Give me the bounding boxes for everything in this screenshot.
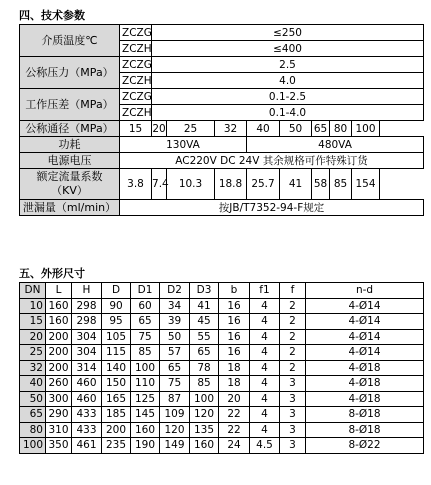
model-code: ZCZH [120, 105, 152, 121]
table-cell: 4-Ø14 [306, 298, 424, 314]
col-header-nd: n-d [306, 283, 424, 299]
dn-cell: 20 [20, 329, 46, 345]
table-cell: 433 [72, 422, 102, 438]
table-cell: 160 [131, 422, 160, 438]
bore-value: 100 [352, 121, 380, 137]
table-cell: 3 [280, 407, 306, 423]
flow-value: 85 [330, 169, 352, 200]
table-cell: 60 [131, 298, 160, 314]
table-cell: 16 [219, 298, 250, 314]
table-cell: 87 [160, 391, 190, 407]
table-cell: 22 [219, 407, 250, 423]
flow-label-line-2: （KV） [51, 184, 88, 197]
bore-value: 50 [280, 121, 312, 137]
dn-cell: 32 [20, 360, 46, 376]
table-row [20, 438, 424, 454]
table-cell: 90 [102, 298, 131, 314]
table-cell: 3 [280, 391, 306, 407]
bore-value: 15 [120, 121, 152, 137]
dn-cell: 50 [20, 391, 46, 407]
table-cell: 4-Ø14 [306, 329, 424, 345]
table-row [20, 360, 424, 376]
bore-value: 65 [312, 121, 330, 137]
table-cell: 200 [46, 360, 72, 376]
table-cell: 120 [160, 422, 190, 438]
table-cell: 125 [131, 391, 160, 407]
table-cell: 100 [190, 391, 219, 407]
table-cell: 4 [250, 360, 280, 376]
table-cell: 8-Ø18 [306, 407, 424, 423]
table-cell: 16 [219, 314, 250, 330]
table-cell: 314 [72, 360, 102, 376]
leak-row [20, 200, 424, 216]
table-cell: 75 [131, 329, 160, 345]
model-code: ZCZG [120, 25, 152, 41]
col-header-h: H [72, 283, 102, 299]
table-cell: 75 [160, 376, 190, 392]
table-cell: 105 [102, 329, 131, 345]
dn-cell: 25 [20, 345, 46, 361]
dn-cell: 10 [20, 298, 46, 314]
table-cell: 65 [131, 314, 160, 330]
col-header-d: D [102, 283, 131, 299]
table-row [20, 407, 424, 423]
table-cell: 65 [190, 345, 219, 361]
col-header-d2: D2 [160, 283, 190, 299]
dn-cell: 100 [20, 438, 46, 454]
table-cell: 4-Ø14 [306, 314, 424, 330]
table-cell: 100 [131, 360, 160, 376]
medium-temp-label: 介质温度℃ [20, 25, 120, 57]
flow-value: 3.8 [120, 169, 152, 200]
medium-temp-row-1 [20, 25, 424, 41]
table-cell: 4-Ø14 [306, 345, 424, 361]
power-row [20, 137, 424, 153]
table-cell: 3 [280, 438, 306, 454]
flow-label-line-1: 额定流量系数 [36, 170, 103, 183]
table-cell: 433 [72, 407, 102, 423]
working-diff-value: 0.1-2.5 [152, 89, 424, 105]
bore-value: 32 [215, 121, 247, 137]
table-cell: 4 [250, 314, 280, 330]
table-cell: 8-Ø22 [306, 438, 424, 454]
table-row [20, 376, 424, 392]
table-cell: 461 [72, 438, 102, 454]
nominal-bore-row [20, 121, 424, 137]
table-cell: 165 [102, 391, 131, 407]
table-cell: 109 [160, 407, 190, 423]
flow-value: 154 [352, 169, 380, 200]
medium-temp-value: ≤250 [152, 25, 424, 41]
table-cell: 65 [160, 360, 190, 376]
flow-label [20, 169, 120, 200]
table-cell: 460 [72, 391, 102, 407]
dims-body [20, 298, 424, 453]
nominal-pressure-value: 4.0 [152, 73, 424, 89]
table-cell: 34 [160, 298, 190, 314]
bore-value: 80 [330, 121, 352, 137]
voltage-label: 电源电压 [20, 153, 120, 169]
flow-value: 41 [280, 169, 312, 200]
nominal-pressure-value: 2.5 [152, 57, 424, 73]
table-cell: 78 [190, 360, 219, 376]
model-code: ZCZH [120, 73, 152, 89]
section-4-heading: 四、技术参数 [19, 9, 85, 22]
table-row [20, 329, 424, 345]
voltage-value: AC220V DC 24V 其余规格可作特殊订货 [120, 153, 424, 169]
table-cell: 55 [190, 329, 219, 345]
table-cell: 95 [102, 314, 131, 330]
dn-cell: 80 [20, 422, 46, 438]
col-header-f1: f1 [250, 283, 280, 299]
table-cell: 200 [102, 422, 131, 438]
table-cell: 85 [190, 376, 219, 392]
dn-cell: 40 [20, 376, 46, 392]
table-cell: 190 [131, 438, 160, 454]
table-row [20, 314, 424, 330]
table-cell: 300 [46, 391, 72, 407]
dimensions-table [19, 282, 424, 454]
table-cell: 50 [160, 329, 190, 345]
table-cell: 4 [250, 422, 280, 438]
table-cell: 135 [190, 422, 219, 438]
table-cell: 4-Ø18 [306, 376, 424, 392]
table-row [20, 422, 424, 438]
table-cell: 2 [280, 298, 306, 314]
col-header-f: f [280, 283, 306, 299]
flow-value: 7.4 [152, 169, 167, 200]
flow-value: 18.8 [215, 169, 247, 200]
table-cell: 18 [219, 360, 250, 376]
model-code: ZCZH [120, 41, 152, 57]
table-cell: 304 [72, 329, 102, 345]
table-cell: 149 [160, 438, 190, 454]
flow-value: 58 [312, 169, 330, 200]
table-cell: 298 [72, 314, 102, 330]
table-cell: 160 [46, 314, 72, 330]
table-cell: 3 [280, 376, 306, 392]
table-cell: 22 [219, 422, 250, 438]
col-header-d1: D1 [131, 283, 160, 299]
table-cell: 2 [280, 345, 306, 361]
section-5-heading: 五、外形尺寸 [19, 267, 85, 280]
table-cell: 4.5 [250, 438, 280, 454]
dn-cell: 15 [20, 314, 46, 330]
table-cell: 110 [131, 376, 160, 392]
bore-value: 40 [247, 121, 280, 137]
working-diff-row-1 [20, 89, 424, 105]
power-label: 功耗 [20, 137, 120, 153]
table-cell: 160 [190, 438, 219, 454]
bore-value: 25 [167, 121, 215, 137]
table-row [20, 391, 424, 407]
model-code: ZCZG [120, 89, 152, 105]
working-diff-value: 0.1-4.0 [152, 105, 424, 121]
table-cell: 41 [190, 298, 219, 314]
table-cell: 4-Ø18 [306, 391, 424, 407]
table-cell: 310 [46, 422, 72, 438]
table-cell: 4 [250, 329, 280, 345]
dims-header-row [20, 283, 424, 299]
table-cell: 16 [219, 345, 250, 361]
flow-value: 25.7 [247, 169, 280, 200]
leak-label: 泄漏量（ml/min） [20, 200, 120, 216]
table-cell: 20 [219, 391, 250, 407]
leak-value: 按JB/T7352-94-F规定 [120, 200, 424, 216]
table-cell: 39 [160, 314, 190, 330]
table-cell: 4 [250, 407, 280, 423]
table-cell: 3 [280, 422, 306, 438]
table-cell: 120 [190, 407, 219, 423]
table-row [20, 298, 424, 314]
col-header-d3: D3 [190, 283, 219, 299]
table-cell: 150 [102, 376, 131, 392]
technical-parameters-table [19, 24, 424, 216]
nominal-pressure-row-1 [20, 57, 424, 73]
table-cell: 200 [46, 329, 72, 345]
table-cell: 235 [102, 438, 131, 454]
table-cell: 185 [102, 407, 131, 423]
flow-value: 10.3 [167, 169, 215, 200]
table-cell: 260 [46, 376, 72, 392]
power-value: 480VA [247, 137, 424, 153]
flow-row [20, 169, 424, 200]
table-cell: 2 [280, 360, 306, 376]
table-cell: 160 [46, 298, 72, 314]
bore-value: 20 [152, 122, 166, 135]
power-value: 130VA [120, 137, 247, 153]
table-cell: 350 [46, 438, 72, 454]
table-cell: 4 [250, 391, 280, 407]
table-cell: 4 [250, 298, 280, 314]
col-header-dn: DN [20, 283, 46, 299]
table-cell: 4 [250, 345, 280, 361]
table-cell: 298 [72, 298, 102, 314]
table-cell: 290 [46, 407, 72, 423]
table-row [20, 345, 424, 361]
table-cell: 145 [131, 407, 160, 423]
dn-cell: 65 [20, 407, 46, 423]
nominal-pressure-label: 公称压力（MPa） [20, 57, 120, 89]
table-cell: 140 [102, 360, 131, 376]
table-cell: 45 [190, 314, 219, 330]
table-cell: 4 [250, 376, 280, 392]
medium-temp-value: ≤400 [152, 41, 424, 57]
table-cell: 304 [72, 345, 102, 361]
table-cell: 2 [280, 329, 306, 345]
voltage-row [20, 153, 424, 169]
table-cell: 2 [280, 314, 306, 330]
table-cell: 8-Ø18 [306, 422, 424, 438]
table-cell: 200 [46, 345, 72, 361]
col-header-b: b [219, 283, 250, 299]
table-cell: 4-Ø18 [306, 360, 424, 376]
model-code: ZCZG [120, 57, 152, 73]
table-cell: 460 [72, 376, 102, 392]
working-diff-label: 工作压差（MPa） [20, 89, 120, 121]
nominal-bore-label: 公称通径（MPa） [20, 121, 120, 137]
table-cell: 85 [131, 345, 160, 361]
table-cell: 115 [102, 345, 131, 361]
col-header-l: L [46, 283, 72, 299]
table-cell: 16 [219, 329, 250, 345]
table-cell: 57 [160, 345, 190, 361]
table-cell: 24 [219, 438, 250, 454]
table-cell: 18 [219, 376, 250, 392]
